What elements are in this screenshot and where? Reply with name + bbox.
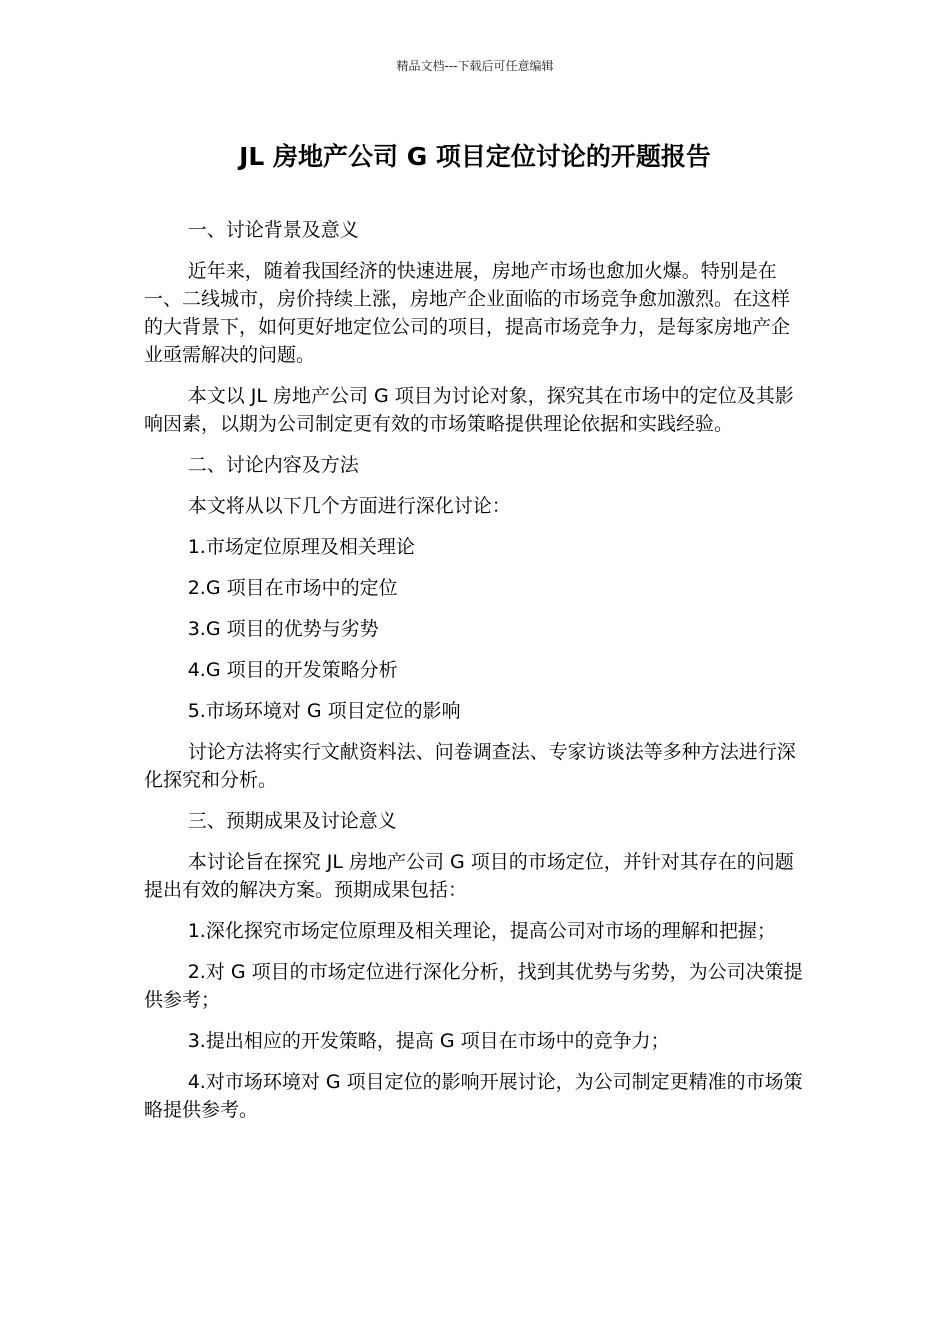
section-heading: 三、预期成果及讨论意义: [187, 810, 397, 832]
paragraph: 本文以 JL 房地产公司 G 项目为讨论对象，探究其在市场中的定位及其影响因素，以期为公司制定更有效的市场策略提供理论依据和实践经验。: [144, 385, 794, 435]
list-item: 3.提出相应的开发策略，提高 G 项目在市场中的竞争力；: [187, 1030, 670, 1052]
list-item: 2.对 G 项目的市场定位进行深化分析，找到其优势与劣势，为公司决策提供参考；: [144, 961, 803, 1011]
list-item: 3.G 项目的优势与劣势: [187, 618, 379, 640]
list-item: 5.市场环境对 G 项目定位的影响: [187, 700, 461, 722]
document-title: JL 房地产公司 G 项目定位讨论的开题报告: [239, 142, 711, 171]
list-item: 2.G 项目在市场中的定位: [187, 577, 398, 599]
paragraph: 本讨论旨在探究 JL 房地产公司 G 项目的市场定位，并针对其存在的问题提出有效的解决方案。预期成果包括：: [144, 851, 794, 901]
list-item: 4.对市场环境对 G 项目定位的影响开展讨论，为公司制定更精准的市场策略提供参考。: [144, 1071, 803, 1121]
paragraph: 本文将从以下几个方面进行深化讨论：: [187, 495, 511, 517]
list-item: 1.深化探究市场定位原理及相关理论，提高公司对市场的理解和把握；: [187, 920, 776, 942]
paragraph: 讨论方法将实行文献资料法、问卷调查法、专家访谈法等多种方法进行深化探究和分析。: [144, 741, 796, 791]
section-heading: 一、讨论背景及意义: [187, 219, 359, 241]
document-body: [144, 216, 806, 1137]
paragraph: 近年来，随着我国经济的快速进展，房地产市场也愈加火爆。特别是在一、二线城市，房价持续上涨，房地产企业面临的市场竞争愈加激烈。在这样的大背景下，如何更好地定位公司的项目，提高市场竞争力，是每家房地产企业亟需解决的问题。: [144, 260, 791, 366]
list-item: 4.G 项目的开发策略分析: [187, 659, 398, 681]
page-header: 精品文档---下载后可任意编辑: [396, 59, 554, 73]
list-item: 1.市场定位原理及相关理论: [187, 536, 415, 558]
section-heading: 二、讨论内容及方法: [187, 454, 359, 476]
